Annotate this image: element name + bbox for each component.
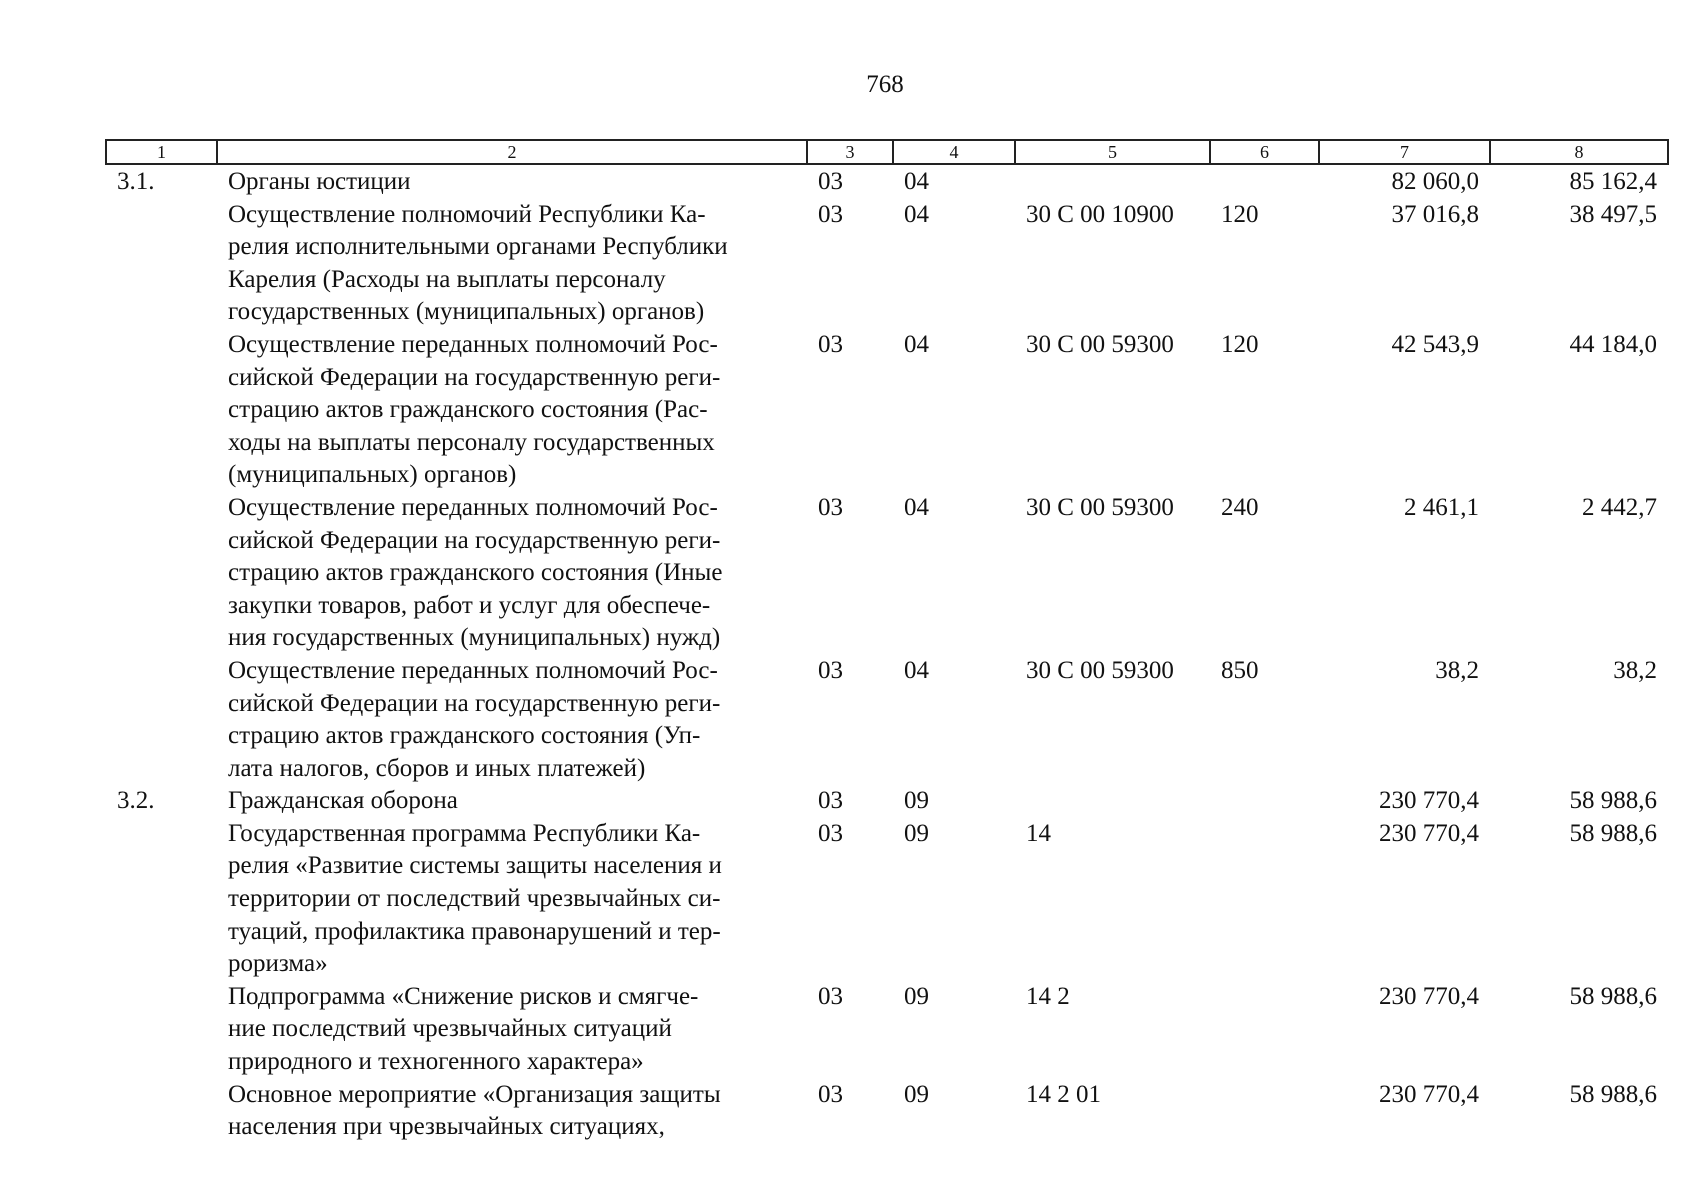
target-article-code: [1015, 164, 1210, 199]
subsection-code: 04: [904, 656, 929, 684]
amount-col-8: 2 442,7: [1582, 493, 1657, 521]
row-name: [217, 981, 807, 1079]
amount-col-7: 230 770,4: [1379, 1080, 1479, 1108]
row-name: [217, 655, 807, 785]
expense-type-code: 240: [1221, 493, 1259, 521]
target-article-code: 14 2: [1026, 982, 1070, 1010]
row-name: [217, 818, 807, 981]
section-code: 03: [818, 787, 843, 815]
amount-col-7: 230 770,4: [1379, 787, 1479, 815]
expense-type-code: 120: [1221, 330, 1259, 358]
section-code: 03: [818, 982, 843, 1010]
amount-col-8: 44 184,0: [1569, 330, 1657, 358]
row-name-line: сийской Федерации на государственную реги-: [228, 526, 721, 554]
row-name-line: природного и техногенного характера»: [228, 1048, 644, 1076]
row-number: [106, 1079, 217, 1144]
expense-type-code: 120: [1221, 200, 1259, 228]
table-row: [106, 492, 1668, 655]
row-number: [106, 655, 217, 785]
table-header: [106, 140, 1668, 164]
row-name-line: Гражданская оборона: [228, 787, 458, 815]
subsection-code: 04: [904, 168, 929, 195]
row-number: [106, 199, 217, 329]
row-number: 3.1.: [117, 168, 155, 195]
row-name-line: территории от последствий чрезвычайных си-: [228, 885, 721, 913]
table-row: [106, 785, 1668, 818]
row-name-line: релия «Развитие системы защиты населения и: [228, 852, 722, 880]
amount-col-8: 58 988,6: [1569, 982, 1657, 1010]
subsection-code: 04: [904, 493, 929, 521]
amount-col-8: 38,2: [1613, 656, 1657, 684]
table-row: [106, 164, 1668, 199]
expense-type-code: [1210, 1079, 1319, 1144]
table-row: [106, 329, 1668, 492]
amount-col-7: 230 770,4: [1379, 819, 1479, 847]
target-article-code: 14: [1026, 819, 1051, 847]
row-name-line: Государственная программа Республики Ка-: [228, 819, 701, 847]
header-col-1: 1: [106, 140, 217, 164]
table-row: [106, 1079, 1668, 1144]
row-name-line: страцию актов гражданского состояния (Иные: [228, 559, 723, 587]
target-article-code: 30 С 00 59300: [1026, 656, 1174, 684]
header-row: [106, 140, 1668, 164]
amount-col-7: 2 461,1: [1404, 493, 1479, 521]
subsection-code: 09: [904, 1080, 929, 1108]
expense-type-code: [1210, 785, 1319, 818]
amount-col-7: 82 060,0: [1391, 168, 1479, 195]
row-name-line: Основное мероприятие «Организация защиты: [228, 1080, 721, 1108]
amount-col-7: 230 770,4: [1379, 982, 1479, 1010]
table-row: [106, 818, 1668, 981]
section-code: 03: [818, 819, 843, 847]
row-name: [217, 492, 807, 655]
row-name-line: страцию актов гражданского состояния (Рас-: [228, 396, 708, 424]
expense-type-code: 850: [1221, 656, 1259, 684]
subsection-code: 09: [904, 819, 929, 847]
amount-col-8: 85 162,4: [1569, 168, 1657, 195]
row-name-line: Органы юстиции: [228, 168, 411, 195]
budget-table: [105, 139, 1669, 1144]
row-name-line: страцию актов гражданского состояния (Уп-: [228, 722, 701, 750]
row-name-line: населения при чрезвычайных ситуациях,: [228, 1113, 665, 1141]
row-name-line: роризма»: [228, 950, 328, 978]
row-name-line: Осуществление переданных полномочий Рос-: [228, 330, 718, 358]
row-name: [217, 164, 807, 199]
row-number: 3.2.: [117, 787, 155, 815]
row-name: [217, 785, 807, 818]
amount-col-7: 37 016,8: [1391, 200, 1479, 228]
expense-type-code: [1210, 164, 1319, 199]
row-name: [217, 1079, 807, 1144]
table-row: [106, 981, 1668, 1079]
section-code: 03: [818, 330, 843, 358]
section-code: 03: [818, 168, 843, 195]
row-name: [217, 199, 807, 329]
table-row: [106, 199, 1668, 329]
expense-type-code: [1210, 981, 1319, 1079]
section-code: 03: [818, 1080, 843, 1108]
row-number: [106, 329, 217, 492]
header-col-7: 7: [1319, 140, 1490, 164]
row-name-line: государственных (муниципальных) органов): [228, 298, 705, 326]
target-article-code: 30 С 00 59300: [1026, 330, 1174, 358]
row-name-line: сийской Федерации на государственную реги-: [228, 363, 721, 391]
row-name-line: Осуществление переданных полномочий Рос-: [228, 656, 718, 684]
row-name-line: лата налогов, сборов и иных платежей): [228, 754, 646, 782]
page-number: 768: [866, 71, 904, 98]
section-code: 03: [818, 656, 843, 684]
row-name-line: релия исполнительными органами Республики: [228, 233, 728, 261]
subsection-code: 04: [904, 200, 929, 228]
target-article-code: 30 С 00 10900: [1026, 200, 1174, 228]
amount-col-8: 58 988,6: [1569, 1080, 1657, 1108]
target-article-code: 30 С 00 59300: [1026, 493, 1174, 521]
row-name-line: туаций, профилактика правонарушений и тер-: [228, 917, 721, 945]
row-name-line: ния государственных (муниципальных) нужд): [228, 624, 721, 652]
section-code: 03: [818, 200, 843, 228]
amount-col-8: 38 497,5: [1569, 200, 1657, 228]
row-number: [106, 981, 217, 1079]
target-article-code: [1015, 785, 1210, 818]
row-name-line: ходы на выплаты персоналу государственных: [228, 428, 715, 456]
row-name-line: Карелия (Расходы на выплаты персоналу: [228, 265, 666, 293]
row-name-line: (муниципальных) органов): [228, 461, 517, 489]
row-name-line: Осуществление переданных полномочий Рос-: [228, 493, 718, 521]
expense-type-code: [1210, 818, 1319, 981]
header-col-8: 8: [1490, 140, 1668, 164]
header-col-2: 2: [217, 140, 807, 164]
target-article-code: 14 2 01: [1026, 1080, 1101, 1108]
row-name-line: сийской Федерации на государственную реги-: [228, 689, 721, 717]
row-name-line: ние последствий чрезвычайных ситуаций: [228, 1015, 672, 1043]
section-code: 03: [818, 493, 843, 521]
subsection-code: 04: [904, 330, 929, 358]
amount-col-7: 38,2: [1435, 656, 1479, 684]
row-number: [106, 818, 217, 981]
row-name-line: закупки товаров, работ и услуг для обеспече-: [228, 591, 711, 619]
row-name: [217, 329, 807, 492]
row-name-line: Осуществление полномочий Республики Ка-: [228, 200, 706, 228]
amount-col-8: 58 988,6: [1569, 787, 1657, 815]
row-name-line: Подпрограмма «Снижение рисков и смягче-: [228, 982, 699, 1010]
table-row: [106, 655, 1668, 785]
row-number: [106, 492, 217, 655]
amount-col-7: 42 543,9: [1391, 330, 1479, 358]
header-col-5: 5: [1015, 140, 1210, 164]
subsection-code: 09: [904, 982, 929, 1010]
header-col-4: 4: [893, 140, 1015, 164]
table-body: [106, 164, 1668, 1144]
header-col-6: 6: [1210, 140, 1319, 164]
subsection-code: 09: [904, 787, 929, 815]
header-col-3: 3: [807, 140, 893, 164]
amount-col-8: 58 988,6: [1569, 819, 1657, 847]
